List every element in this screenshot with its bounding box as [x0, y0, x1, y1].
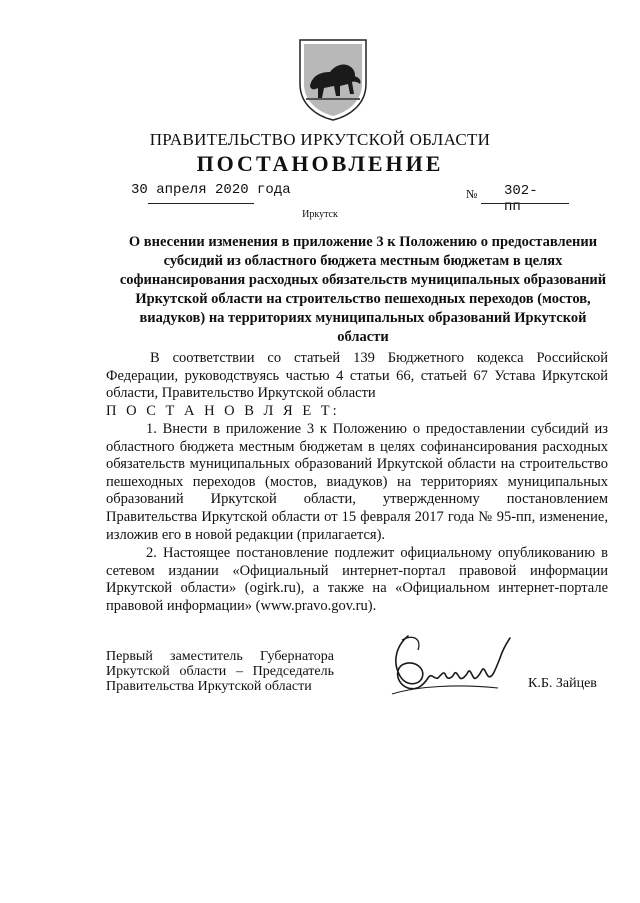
government-title: ПРАВИТЕЛЬСТВО ИРКУТСКОЙ ОБЛАСТИ: [149, 130, 491, 149]
preamble-paragraph: В соответствии со статьей 139 Бюджетного кодекса Российской Федерации, руководствуясь частью 4 статьи 66, статьей 67 Устава Иркутской области, Правительство Иркутской области: [106, 350, 608, 402]
handwritten-signature: [378, 628, 528, 714]
city: Иркутск: [302, 209, 338, 220]
item-1-paragraph: 1. Внести в приложение 3 к Положению о предоставлении субсидий из областного бюджета местным бюджетам в целях софинансирования расходных обязательств муниципальных образований Иркутской области на строительство пешеходных переходов (мостов, виадуков) на территориях муниципальных образований Иркутской области, утвержденному постановлением Правительства Иркутской области от 15 февраля 2017 года № 95-пп, изменение, изложив его в новой редакции (прилагается).: [106, 421, 608, 543]
number-value: 302-пп: [504, 183, 538, 215]
signatory-role: [106, 649, 334, 694]
decree-word: П О С Т А Н О В Л Я Е Т:: [106, 403, 340, 419]
document-subject: О внесении изменения в приложение 3 к Положению о предоставлении субсидий из областного бюджета местным бюджетам в целях софинансирования расходных обязательств муниципальных образований Иркутской области на строительство пешеходных переходов (мостов, виадуков) на территориях муниципальных образований Иркутской области: [119, 234, 607, 345]
signatory-name: К.Б. Зайцев: [528, 676, 597, 691]
role-line: Правительства Иркутской области: [106, 679, 312, 694]
number-underline: [481, 203, 569, 204]
role-line: Иркутской области – Председатель: [106, 664, 334, 679]
number-sign: №: [466, 187, 478, 201]
date-underline: [148, 203, 254, 204]
document-date: 30 апреля 2020 года: [131, 182, 291, 198]
role-line: Первый заместитель Губернатора: [106, 649, 334, 664]
coat-of-arms-icon: [296, 38, 370, 122]
document-type: ПОСТАНОВЛЕНИЕ: [196, 151, 444, 176]
item-2-paragraph: 2. Настоящее постановление подлежит официальному опубликованию в сетевом издании «Официальный интернет-портал правовой информации Иркутской области» (ogirk.ru), а также на «Официальном интернет-портале правовой информации» (www.pravo.gov.ru).: [106, 545, 608, 614]
